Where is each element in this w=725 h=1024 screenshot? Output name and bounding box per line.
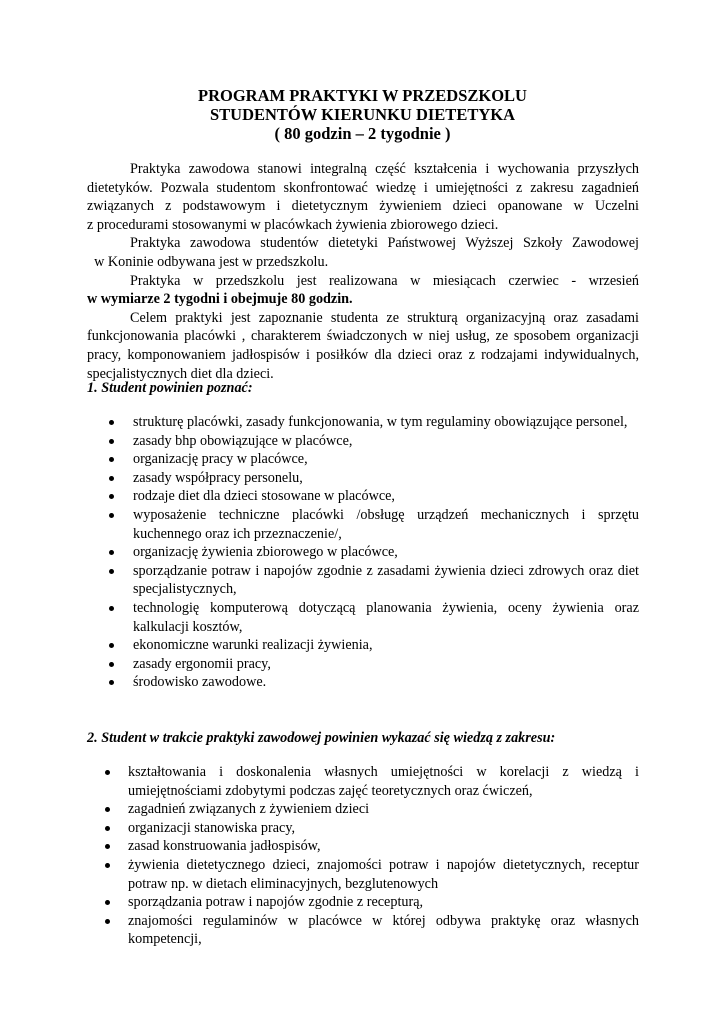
list-item: zasady bhp obowiązujące w placówce, — [87, 432, 639, 451]
list-item: zasady ergonomii pracy, — [87, 655, 639, 674]
intro-p1-line-3: związanych z podstawowym i dietetycznym żywieniem dzieci opanowane w Uczelni — [87, 198, 639, 215]
list-item: zasady współpracy personelu, — [87, 469, 639, 488]
intro-p3-line-1: Praktyka w przedszkolu jest realizowana w miesiącach czerwiec - wrzesień — [130, 272, 639, 289]
document-title — [0, 86, 725, 143]
intro-p1-line-1: Praktyka zawodowa stanowi integralną część kształcenia i wychowania przyszłych — [130, 161, 639, 177]
intro-p4-line-1: Celem praktyki jest zapoznanie studenta ze strukturą organizacyjną oraz zasadami — [130, 309, 639, 326]
list-item: sporządzanie potraw i napojów zgodnie z zasadami żywienia dzieci zdrowych oraz diet specjalistycznych, — [87, 562, 639, 599]
title-line-3: ( 80 godzin – 2 tygodnie ) — [274, 124, 451, 143]
intro-p4-line-2: funkcjonowania placówki , charakterem świadczonych w niej usług, ze sposobem organizacji — [87, 328, 639, 345]
intro-p1-line-4: z procedurami stosowanymi w placówkach żywienia zbiorowego dzieci. — [87, 216, 499, 233]
list-item: technologię komputerową dotyczącą planowania żywienia, oceny żywienia oraz kalkulacji kosztów, — [87, 599, 639, 636]
section1-heading: 1. Student powinien poznać: — [87, 380, 253, 396]
intro-p2-line-2: w Koninie odbywana jest w przedszkolu. — [87, 253, 329, 270]
section2-list — [87, 763, 639, 949]
list-item: rodzaje diet dla dzieci stosowane w placówce, — [87, 487, 639, 506]
list-item: kształtowania i doskonalenia własnych umiejętności w korelacji z wiedzą i umiejętnościami zdobytymi podczas zajęć teoretycznych oraz ćwiczeń, — [87, 763, 639, 800]
section2-heading: 2. Student w trakcie praktyki zawodowej powinien wykazać się wiedzą z zakresu: — [87, 730, 556, 746]
title-line-2: STUDENTÓW KIERUNKU DIETETYKA — [209, 105, 515, 124]
intro-p4-line-3: pracy, komponowaniem jadłospisów i posiłków dla dzieci oraz z rodzajami indywidualnych, — [87, 346, 639, 363]
list-item: znajomości regulaminów w placówce w której odbywa praktykę oraz własnych kompetencji, — [87, 912, 639, 949]
title-line-1: PROGRAM PRAKTYKI W PRZEDSZKOLU — [198, 86, 527, 105]
list-item: środowisko zawodowe. — [87, 673, 639, 692]
list-item: zagadnień związanych z żywieniem dzieci — [87, 800, 639, 819]
section1-list — [87, 413, 639, 692]
intro-text — [87, 160, 639, 383]
intro-p1-line-2: dietetyków. Pozwala studentom skonfrontować wiedzę i umiejętności z zakresu zagadnień — [87, 179, 639, 196]
intro-p3-bold: w wymiarze 2 tygodni i obejmuje 80 godzin. — [87, 291, 353, 308]
intro-p4-line-4: specjalistycznych diet dla dzieci. — [87, 365, 274, 382]
list-item: organizację żywienia zbiorowego w placówce, — [87, 543, 639, 562]
list-item: organizacji stanowiska pracy, — [87, 819, 639, 838]
list-item: żywienia dietetycznego dzieci, znajomości potraw i napojów dietetycznych, receptur potraw np. w dietach eliminacyjnych, bezglutenowych — [87, 856, 639, 893]
list-item: zasad konstruowania jadłospisów, — [87, 837, 639, 856]
list-item: wyposażenie techniczne placówki /obsługę urządzeń mechanicznych i sprzętu kuchennego oraz ich przeznaczenie/, — [87, 506, 639, 543]
list-item: sporządzania potraw i napojów zgodnie z recepturą, — [87, 893, 639, 912]
list-item: strukturę placówki, zasady funkcjonowania, w tym regulaminy obowiązujące personel, — [87, 413, 639, 432]
list-item: organizację pracy w placówce, — [87, 450, 639, 469]
intro-p2-line-1: Praktyka zawodowa studentów dietetyki Państwowej Wyższej Szkoły Zawodowej — [130, 235, 639, 252]
list-item: ekonomiczne warunki realizacji żywienia, — [87, 636, 639, 655]
